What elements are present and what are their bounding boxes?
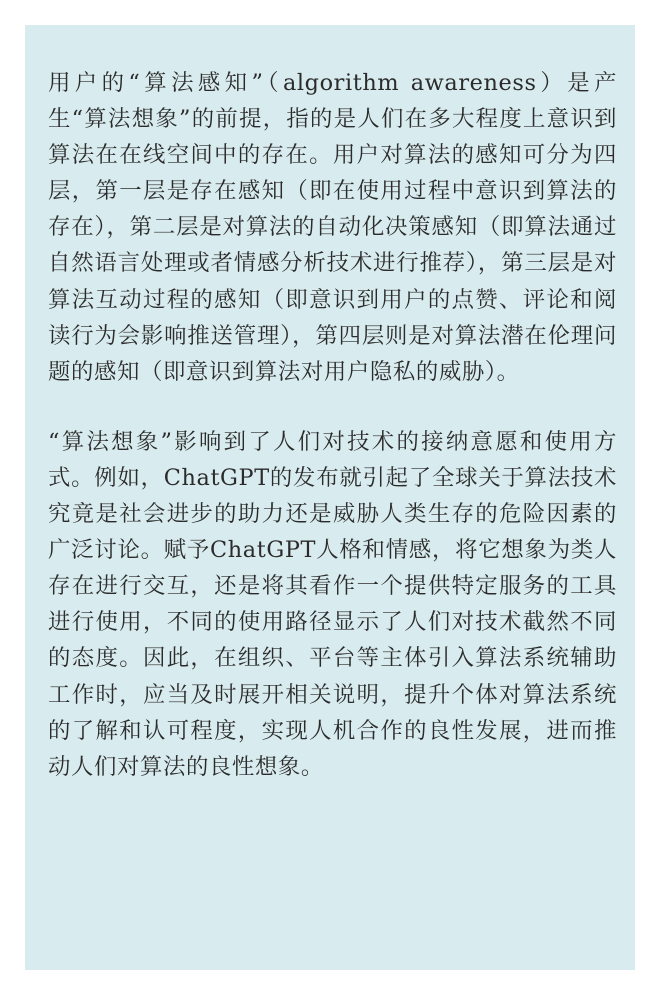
paragraph-algorithm-imagination: “算法想象”影响到了人们对技术的接纳意愿和使用方式。例如，ChatGPT的发布就引起了全球关于算法技术究竟是社会进步的助力还是威胁人类生存的危险因素的广泛讨论。赋予ChatGPT人格和情感，将它想象为类人存在进行交互，还是将其看作一个提供特定服务的工具进行使用，不同的使用路径显示了人们对技术截然不同的态度。因此，在组织、平台等主体引入算法系统辅助工作时，应当及时展开相关说明，提升个体对算法系统的了解和认可程度，实现人机合作的良性发展，进而推动人们对算法的良性想象。: [48, 428, 617, 780]
article-card: [25, 25, 635, 970]
paragraph-algorithm-awareness: 用户的“算法感知”（algorithm awareness）是产生“算法想象”的前提，指的是人们在多大程度上意识到算法在在线空间中的存在。用户对算法的感知可分为四层，第一层是存在感知（即在使用过程中意识到算法的存在），第二层是对算法的自动化决策感知（即算法通过自然语言处理或者情感分析技术进行推荐），第三层是对算法互动过程的感知（即意识到用户的点赞、评论和阅读行为会影响推送管理），第四层则是对算法潜在伦理问题的感知（即意识到算法对用户隐私的威胁）。: [48, 70, 617, 385]
